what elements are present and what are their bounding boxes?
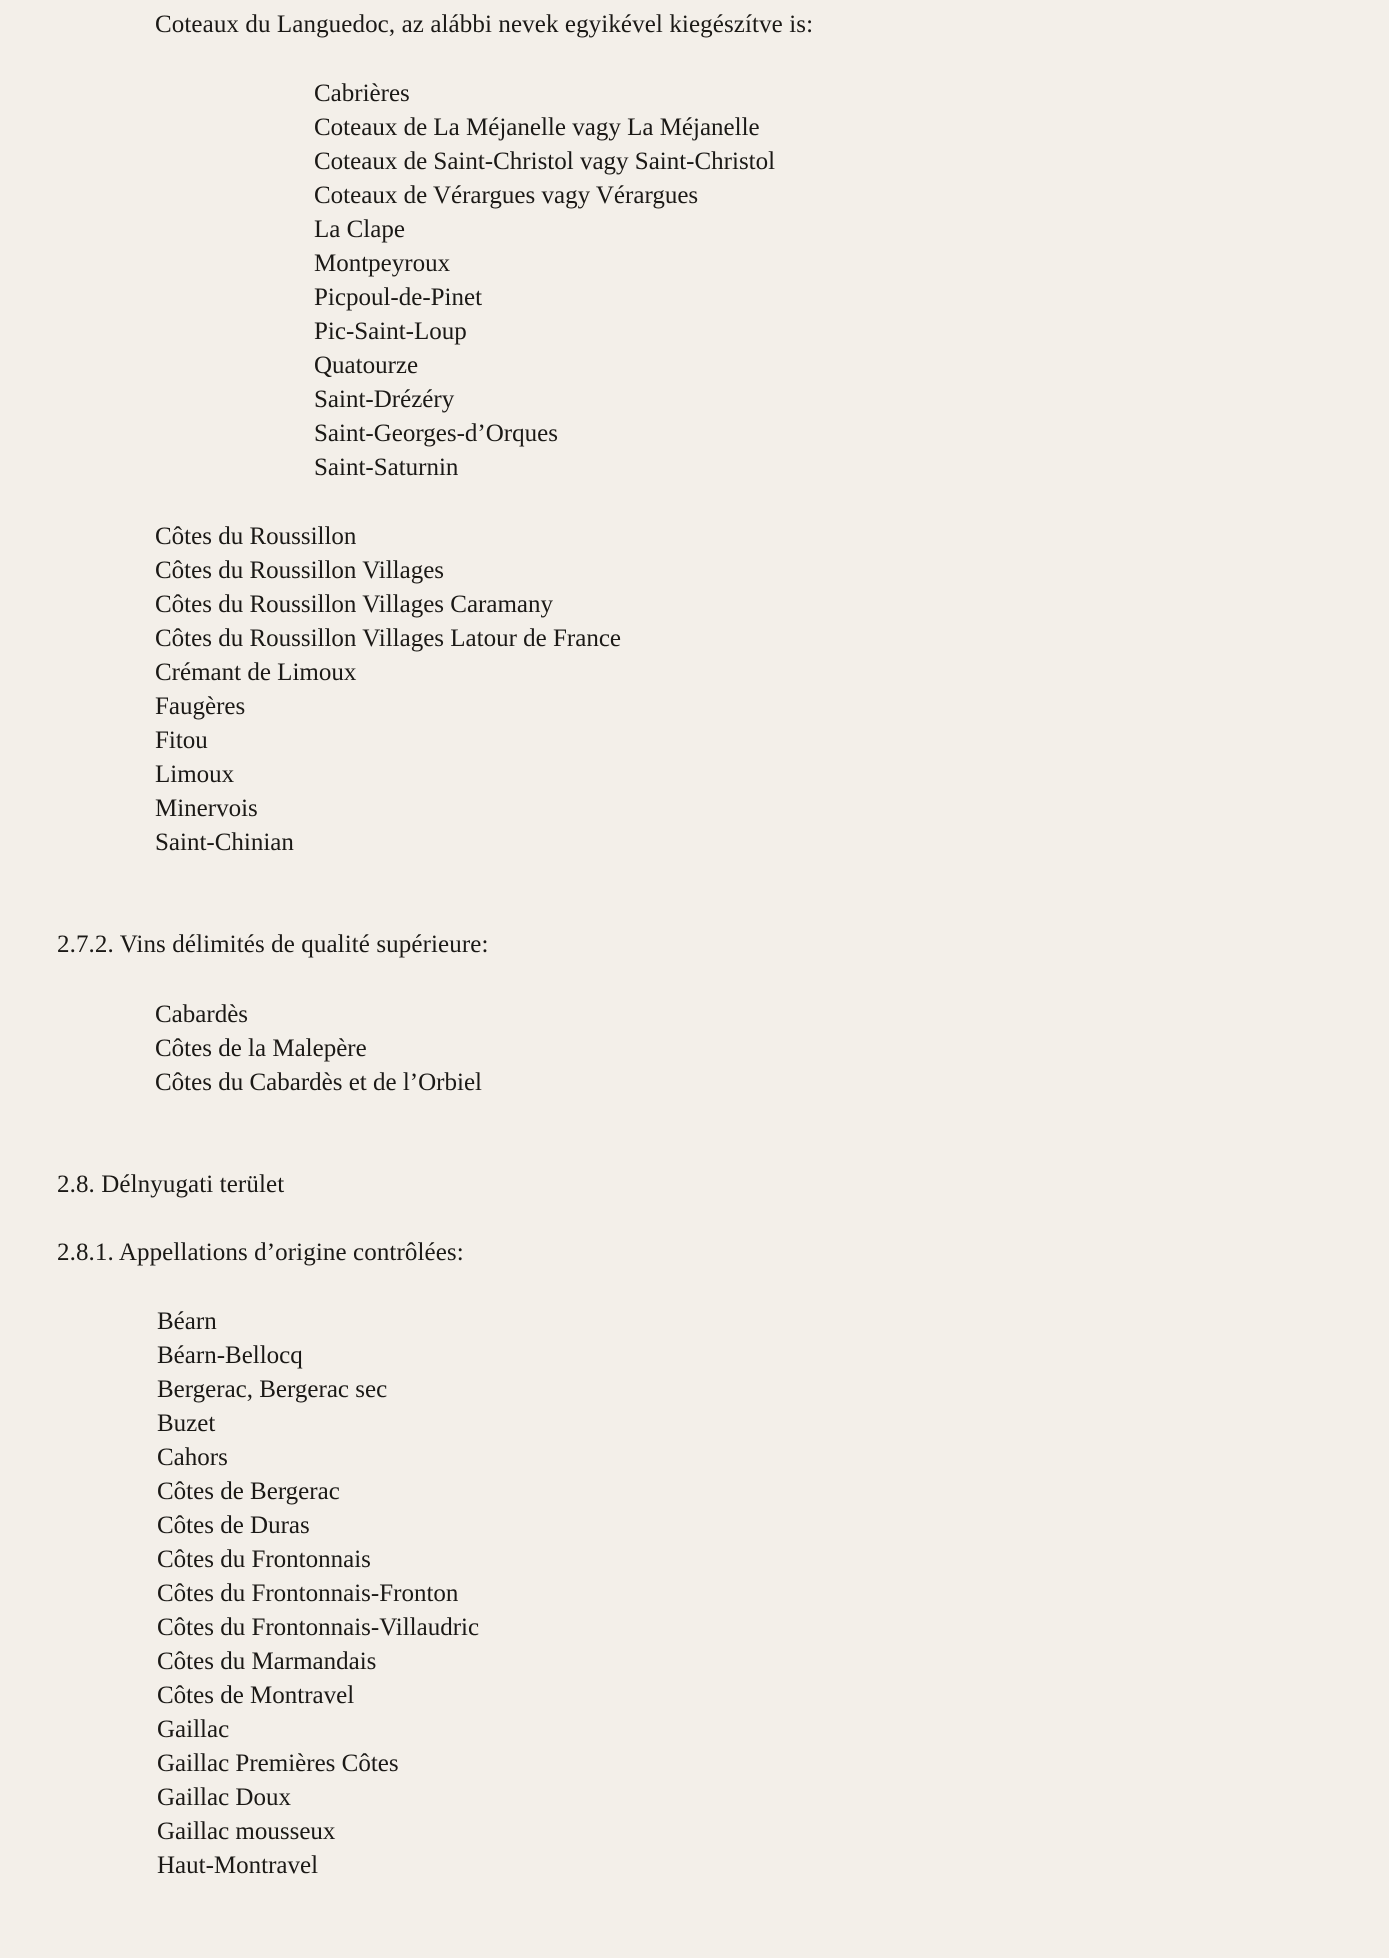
intro-line: Coteaux du Languedoc, az alábbi nevek egyikével kiegészítve is: [155,11,814,38]
list-item: Haut-Montravel [157,1852,319,1879]
list-item: Fitou [155,727,208,754]
list-item: Saint-Drézéry [314,386,455,413]
list-item: Cabardès [155,1001,249,1028]
list-item: Montpeyroux [314,250,451,277]
aoc-continued-list [155,520,621,860]
list-item: Côtes du Frontonnais-Fronton [157,1580,459,1607]
list-item: Béarn-Bellocq [157,1342,303,1369]
list-item: Côtes du Frontonnais [157,1546,371,1573]
list-item: Côtes du Frontonnais-Villaudric [157,1614,480,1641]
list-item: Cahors [157,1444,228,1471]
list-item: Coteaux de Vérargues vagy Vérargues [314,182,699,209]
bleed-through-shadow [749,0,1389,1900]
list-item: Bergerac, Bergerac sec [157,1376,388,1403]
list-item: La Clape [314,216,405,243]
list-item: Côtes du Roussillon [155,523,357,550]
list-item: Saint-Georges-d’Orques [314,420,558,447]
section-heading-2-8: 2.8. Délnyugati terület [57,1171,285,1198]
list-item: Saint-Chinian [155,829,294,856]
list-item: Côtes de Montravel [157,1682,355,1709]
list-item: Picpoul-de-Pinet [314,284,483,311]
list-item: Cabrières [314,80,410,107]
list-item: Côtes du Roussillon Villages Caramany [155,591,554,618]
list-item: Limoux [155,761,235,788]
list-item: Coteaux de La Méjanelle vagy La Méjanelle [314,114,760,141]
list-item: Quatourze [314,352,419,379]
list-item: Faugères [155,693,246,720]
list-item: Minervois [155,795,258,822]
list-item: Côtes de Duras [157,1512,310,1539]
vdqs-list [155,998,482,1100]
list-item: Coteaux de Saint-Christol vagy Saint-Christol [314,148,776,175]
list-item: Gaillac Doux [157,1784,291,1811]
list-item: Gaillac Premières Côtes [157,1750,399,1777]
list-item: Côtes de Bergerac [157,1478,340,1505]
southwest-aoc-list [157,1305,479,1883]
list-item: Gaillac [157,1716,230,1743]
list-item: Saint-Saturnin [314,454,459,481]
list-item: Côtes de la Malepère [155,1035,367,1062]
section-heading-2-7-2: 2.7.2. Vins délimités de qualité supérieure: [57,931,489,958]
list-item: Béarn [157,1308,217,1335]
list-item: Buzet [157,1410,216,1437]
list-item: Pic-Saint-Loup [314,318,467,345]
section-heading-2-8-1: 2.8.1. Appellations d’origine contrôlées: [57,1239,464,1266]
list-item: Côtes du Cabardès et de l’Orbiel [155,1069,482,1096]
list-item: Crémant de Limoux [155,659,357,686]
list-item: Côtes du Roussillon Villages [155,557,445,584]
languedoc-subname-list [314,77,775,485]
list-item: Gaillac mousseux [157,1818,336,1845]
list-item: Côtes du Marmandais [157,1648,377,1675]
list-item: Côtes du Roussillon Villages Latour de France [155,625,622,652]
